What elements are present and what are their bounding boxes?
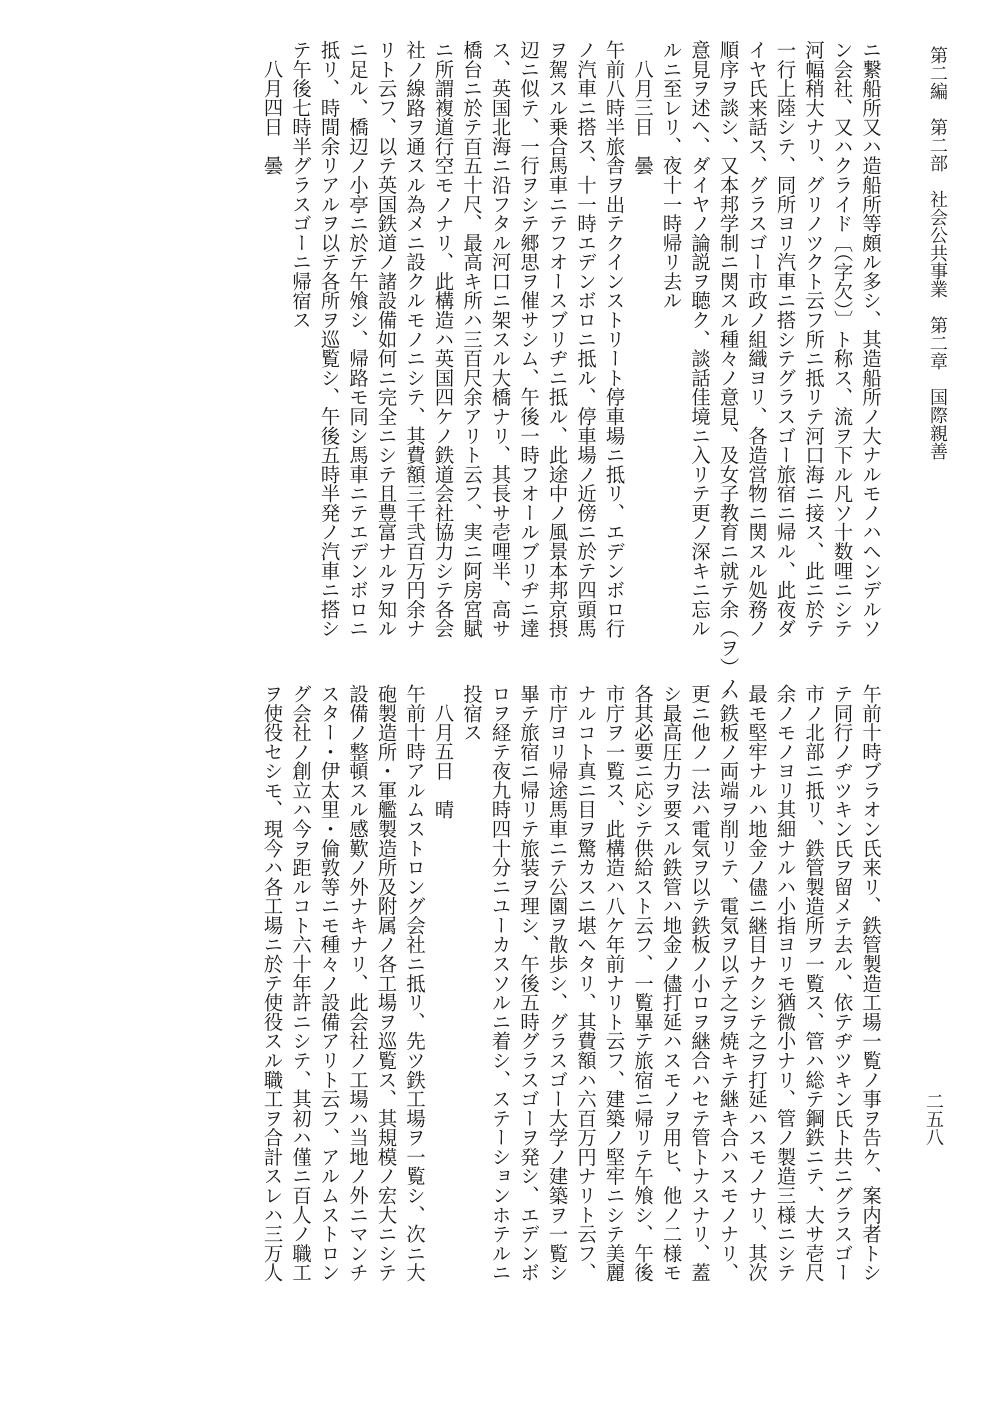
text-line: 設備ノ整頓スル感歎ノ外ナキナリ、此会社ノ工場ハ当地ノ外ニマンチ [346,684,369,1282]
text-line: ヲ使役セシモ、現今ハ各工場ニ於テ使役スル職工ヲ合計スレハ三万人 [260,684,284,1282]
text-line: スター・伊太里・倫敦等ニモ種々ノ設備アリト云フ、アルムストロン [317,684,341,1282]
text-line: 午前十時アルムストロング会社ニ抵リ、先ツ鉄工場ヲ一覧シ、次ニ大 [403,684,426,1282]
text-line: 辺ニ似テ、一行ヲシテ郷思ヲ催サシム、午後一時フオールブリヂニ達 [517,40,540,638]
text-line: 市ノ北部ニ抵リ、鉄管製造所ヲ一覧ス、管ハ総テ鋼鉄ニテ、大サ壱尺 [802,684,825,1282]
running-head: 第二編 第二部 社会公共事業 第二章 国際親善 [927,46,948,460]
text-line: 余ノモノヨリ其細ナルハ小指ヨリモ猶微小ナリ、管ノ製造三様ニシテ [773,684,797,1282]
text-line: 抵リ、時間余リアルヲ以テ各所ヲ巡覧シ、午後五時半発ノ汽車ニ搭シ [317,40,341,638]
text-line: ロヲ経テ夜九時四十分ニユーカスソルニ着シ、ステーションホテルニ [488,684,512,1282]
text-line: 河幅稍大ナリ、グリノツクト云フ所ニ抵リテ河口海ニ接ス、此ニ於テ [802,40,825,638]
page-number: 二五八 [923,1092,944,1146]
text-line: 午前十時ブラオン氏来リ、鉄管製造工場一覧ノ事ヲ告ケ、案内者トシ [859,684,882,1282]
text-line: テ午後七時半グラスゴーニ帰宿ス [289,40,312,330]
date-heading: 八月五日 晴 [431,703,455,819]
text-line: 投宿ス [460,684,483,742]
text-line: 意見ヲ述ヘ、ダイヤノ論説ヲ聴ク、談話佳境ニ入リテ更ノ深キニ忘ル [688,40,711,638]
text-line: イヤ氏来話ス、グラスゴー市政ノ組織ヨリ、各造営物ニ関スル処務ノ [745,40,768,638]
text-line: 砲製造所・軍艦製造所及附属ノ各工場ヲ巡覧ス、其規模ノ宏大ニシテ [374,684,398,1282]
text-line: ニ所謂複道行空モノナリ、此構造ハ英国四ケノ鉄道会社協力シテ各会 [431,40,455,638]
text-line: 順序ヲ談シ、又本邦学制ニ関スル種々ノ意見、及女子教育ニ就テ余（ヲ）ノ [716,40,740,696]
text-line: ルニ至レリ、夜十一時帰リ去ル [659,40,683,311]
text-line: 橋台ニ於テ百五十尺、最高キ所ハ三百尺余アリト云フ、実ニ阿房宮賦 [460,40,483,638]
date-heading: 八月四日 曇 [260,59,284,175]
text-line: ヲ駕スル乗合馬車ニテフオースブリヂニ抵ル、此途中ノ風景本邦京摂 [545,40,569,638]
text-line: ノ汽車ニ搭ス、十一時エデンボロニ抵ル、停車場ノ近傍ニ於テ四頭馬 [574,40,597,638]
text-line: 市庁ヨリ帰途馬車ニテ公園ヲ散歩シ、グラスゴー大学ノ建築ヲ一覧シ [545,684,569,1282]
text-line: ハ鉄板ノ両端ヲ削リテ、電気ヲ以テ之ヲ焼キテ継キ合ハスモノナリ、 [716,684,740,1282]
date-heading: 八月三日 曇 [631,59,654,175]
text-line: 最モ堅牢ナルハ地金ノ儘ニ継目ナクシテ之ヲ打延ハスモノナリ、其次 [745,684,768,1282]
text-line: ン会社、又ハクライド〔（字欠）〕ト称ス、流ヲ下ル凡ソ十数哩ニシテ [830,40,854,638]
text-line: ス、英国北海ニ沿フタル河口ニ架スル大橋ナリ、其長サ壱哩半、高サ [488,40,512,638]
text-line: 更ニ他ノ一法ハ電気ヲ以テ鉄板ノ小ロヲ継合ハセテ管トナスナリ、蓋 [688,684,711,1282]
text-line: リト云フ、以テ英国鉄道ノ諸設備如何ニ完全ニシテ且豊富ナルヲ知ル [374,40,398,638]
text-line: 市庁ヲ一覧ス、此構造ハ八ケ年前ナリト云フ、建築ノ堅牢ニシテ美麗 [602,684,626,1282]
text-line: グ会社ノ創立ハ今ヲ距ルコト六十年許ニシテ、其初ハ僅ニ百人ノ職工 [289,684,312,1282]
text-line: テ同行ノヂツキン氏ヲ留メテ去ル、依テヂツキン氏ト共ニグラスゴー [830,684,854,1282]
text-line: 各其必要ニ応シテ供給スト云フ、一覧畢テ旅宿ニ帰リテ午飧シ、午後 [631,684,654,1282]
text-line: 午前八時半旅舎ヲ出テクインストリート停車場ニ抵リ、エデンボロ行 [602,40,626,638]
text-line: ニ足ル、橋辺ノ小亭ニ於テ午飧シ、帰路モ同シ馬車ニテエデンボロニ [346,40,369,638]
text-line: 畢テ旅宿ニ帰リテ旅装ヲ理シ、午後五時グラスゴーヲ発シ、エデンボ [517,684,540,1282]
text-line: ナルコト真ニ目ヲ驚カスニ堪ヘタリ、其費額ハ六百万円ナリト云フ、 [574,684,597,1282]
text-line: 社ノ線路ヲ通スル為メニ設クルモノニシテ、其費額三千弐百万円余ナ [403,40,426,638]
text-line: シ最高圧力ヲ要スル鉄管ハ地金ノ儘打延ハスモノヲ用ヒ、他ノ二様モ [659,684,683,1282]
text-block-upper [52,40,884,696]
text-line: 一行上陸シテ、同所ヨリ汽車ニ搭シテグラスゴー旅宿ニ帰ル、此夜ダ [773,40,797,638]
text-block-lower [52,684,884,1304]
text-line: ニ繋船所又ハ造船所等頗ル多シ、其造船所ノ大ナルモノハヘンデルソ [859,40,882,638]
